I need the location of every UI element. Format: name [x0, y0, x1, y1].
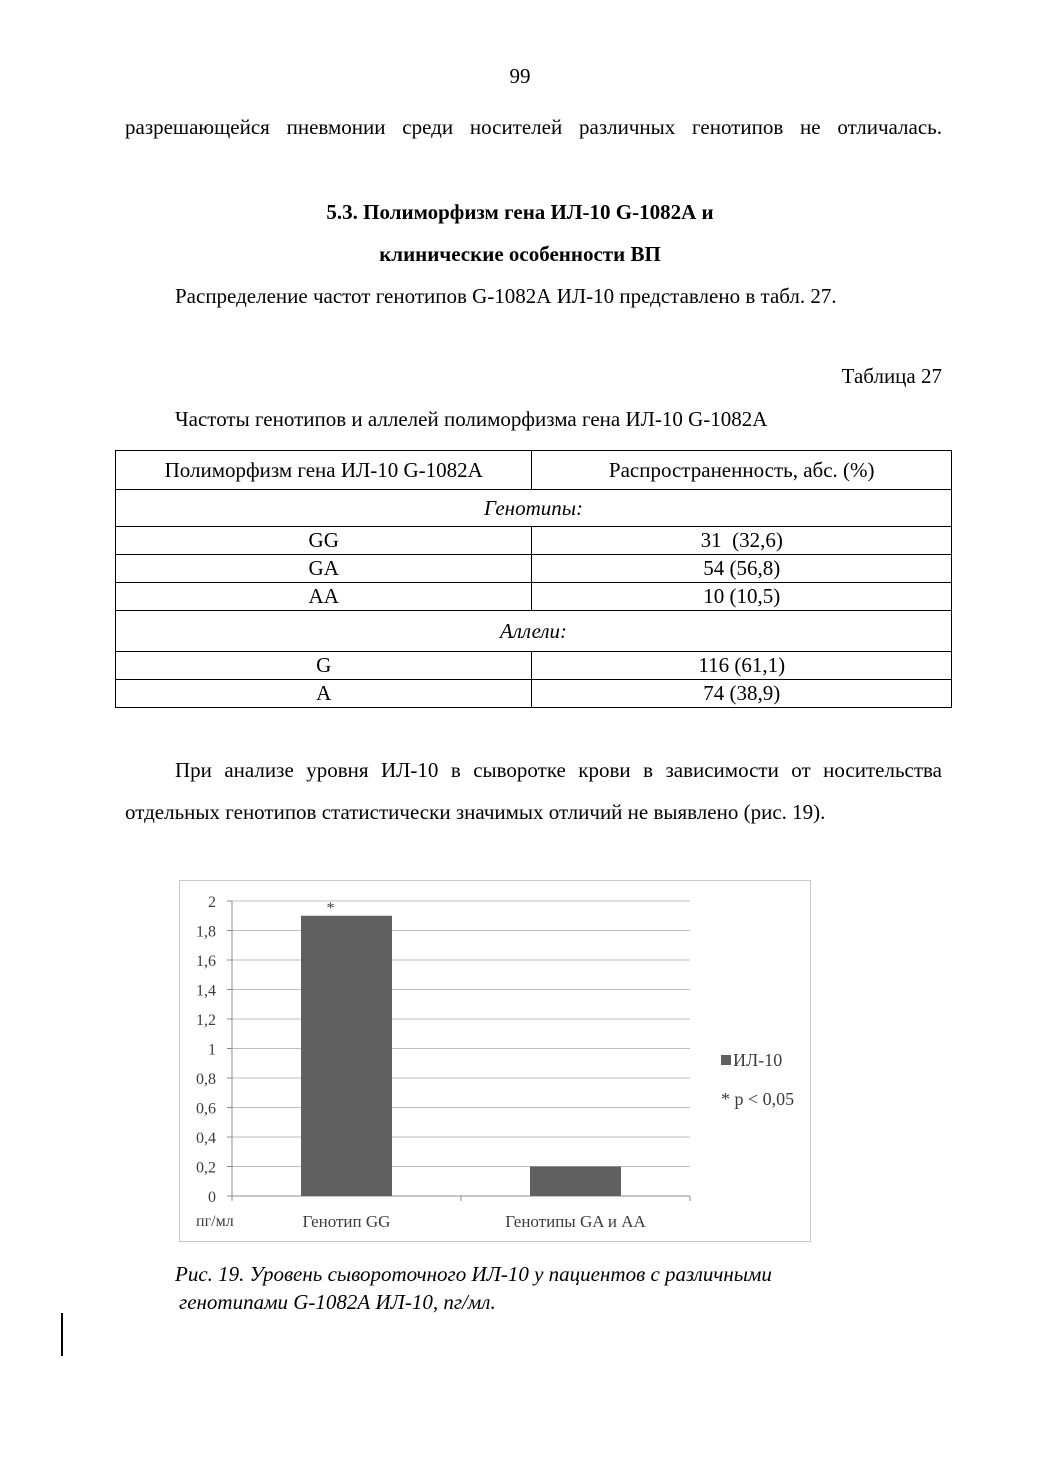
page-number: 99 — [509, 64, 531, 88]
table-row — [116, 680, 952, 708]
genotypes-label: Генотипы: — [116, 490, 952, 527]
table-header-row — [116, 451, 952, 490]
y-tick-label: 1,6 — [196, 953, 216, 970]
legend-significance-note: * р < 0,05 — [721, 1089, 795, 1109]
y-tick-label: 1 — [208, 1041, 216, 1059]
chart-frame — [179, 880, 811, 1242]
alleles-label: Аллели: — [116, 611, 952, 652]
genotype-value: 54 (56,8) — [532, 555, 952, 583]
bar-2 — [530, 1167, 621, 1197]
figure-caption-line2: генотипами G-1082А ИЛ-10, пг/мл. — [179, 1290, 496, 1314]
allele-value: 116 (61,1) — [532, 652, 952, 680]
y-tick-label: 0,4 — [196, 1130, 216, 1147]
figure-caption-line1: Рис. 19. Уровень сывороточного ИЛ-10 у пациентов с различными — [175, 1262, 772, 1286]
section-heading-line1: 5.3. Полиморфизм гена ИЛ-10 G-1082А и — [326, 200, 714, 224]
allele-name: A — [116, 680, 532, 708]
genotype-name: GA — [116, 555, 532, 583]
y-tick-label: 0,2 — [196, 1159, 216, 1177]
margin-bar — [61, 1313, 63, 1356]
genotype-value: 31 (32,6) — [532, 527, 952, 555]
genotype-name: GG — [116, 527, 532, 555]
table-section-row — [116, 490, 952, 527]
x-category-label: Генотип GG — [302, 1212, 391, 1231]
genotype-name: AA — [116, 583, 532, 611]
x-category-label: Генотипы GA и AA — [505, 1212, 646, 1231]
y-tick-label: 2 — [208, 894, 216, 911]
y-tick-label: 0,8 — [196, 1071, 216, 1088]
legend-swatch — [721, 1055, 731, 1065]
table-header-cell: Полиморфизм гена ИЛ-10 G-1082А — [116, 451, 532, 490]
bar-chart — [180, 881, 810, 1241]
genotype-table — [115, 450, 952, 708]
section-heading-line2: клинические особенности ВП — [379, 242, 661, 266]
table-row — [116, 555, 952, 583]
unit-label: пг/мл — [196, 1213, 234, 1230]
allele-name: G — [116, 652, 532, 680]
y-tick-label: 0,6 — [196, 1100, 216, 1118]
paragraph-analysis: При анализе уровня ИЛ-10 в сыворотке крови в зависимости от носительства отдельных генотипов статистически значимых отличий не выявлено (рис. 19). — [125, 758, 942, 824]
table-header-cell: Распространенность, абс. (%) — [532, 451, 952, 490]
y-tick-label: 1,8 — [196, 923, 216, 941]
paragraph-continuation: разрешающейся пневмонии среди носителей различных генотипов не отличалась. — [125, 115, 942, 139]
bar-1 — [301, 916, 392, 1196]
genotype-value: 10 (10,5) — [532, 583, 952, 611]
paragraph-table-intro: Распределение частот генотипов G-1082А ИЛ-10 представлено в табл. 27. — [175, 284, 837, 308]
y-tick-label: 0 — [208, 1189, 216, 1206]
table-row — [116, 527, 952, 555]
legend-series-label: ИЛ-10 — [733, 1050, 783, 1070]
y-tick-label: 1,4 — [196, 982, 216, 1000]
figure-caption — [175, 1260, 772, 1316]
y-tick-label: 1,2 — [196, 1012, 216, 1029]
table-label: Таблица 27 — [841, 364, 942, 388]
significance-marker: * — [326, 899, 335, 917]
allele-value: 74 (38,9) — [532, 680, 952, 708]
table-row — [116, 583, 952, 611]
table-row — [116, 652, 952, 680]
table-section-row — [116, 611, 952, 652]
table-title: Частоты генотипов и аллелей полиморфизма гена ИЛ-10 G-1082А — [175, 407, 768, 431]
